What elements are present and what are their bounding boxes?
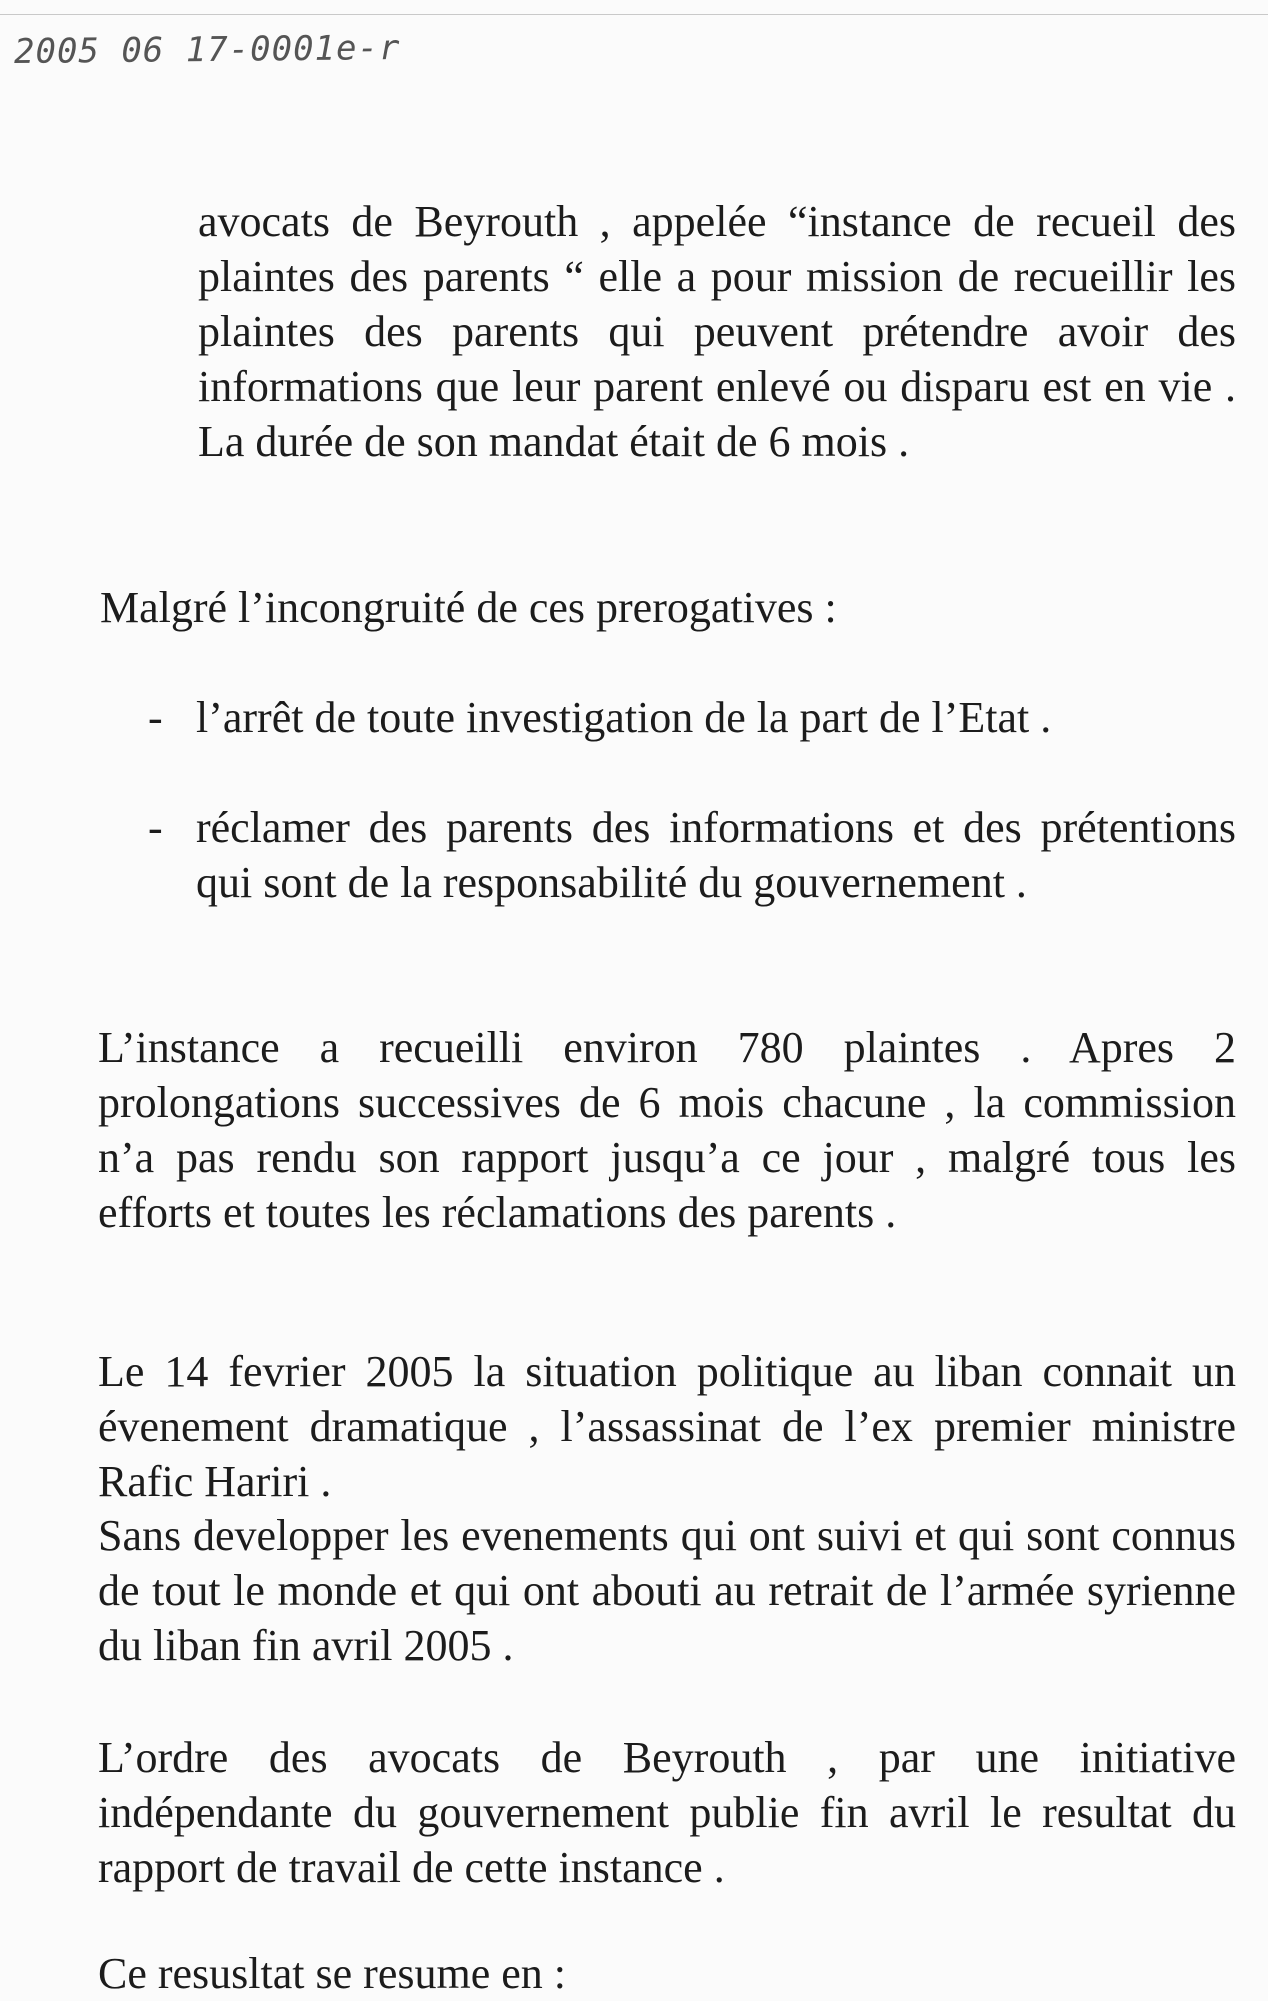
paragraph-bar-report: L’ordre des avocats de Beyrouth , par une initiative indépendante du gouvernement publie fin avril le resultat du rapport de travail de cette instance . — [98, 1733, 1236, 1892]
paragraph-result-summary: Ce resusltat se resume en : — [98, 1949, 566, 1998]
bullet-item-2: réclamer des parents des informations et des prétentions qui sont de la responsabilité du gouvernement . — [196, 803, 1236, 907]
bullet-marker: - — [148, 693, 163, 742]
paragraph-complaints-collected: L’instance a recueilli environ 780 plaintes . Apres 2 prolongations successives de 6 mois chacune , la commission n’a pas rendu son rapport jusqu’a ce jour , malgré tous les efforts et toutes les réclamations des parents . — [98, 1023, 1236, 1237]
paragraph-prerogatives-intro: Malgré l’incongruité de ces prerogatives : — [100, 583, 837, 632]
paragraph-syrian-withdrawal: Sans developper les evenements qui ont suivi et qui sont connus de tout le monde et qui ont abouti au retrait de l’armée syrienne du liban fin avril 2005 . — [98, 1511, 1236, 1670]
paragraph-hariri-assassination: Le 14 fevrier 2005 la situation politique au liban connait un évenement dramatique , l’assassinat de l’ex premier ministre Rafic Hariri . — [98, 1347, 1236, 1506]
scan-top-edge — [0, 14, 1268, 15]
bullet-item-1: l’arrêt de toute investigation de la part de l’Etat . — [196, 693, 1052, 742]
paragraph-instance-description: avocats de Beyrouth , appelée “instance de recueil des plaintes des parents “ elle a pour mission de recueillir les plaintes des parents qui peuvent prétendre avoir des informations que leur parent enlevé ou disparu est en vie . La durée de son mandat était de 6 mois . — [198, 197, 1236, 466]
handwritten-reference: 2005 06 17-0001e-r — [13, 27, 401, 73]
bullet-marker: - — [148, 803, 163, 852]
